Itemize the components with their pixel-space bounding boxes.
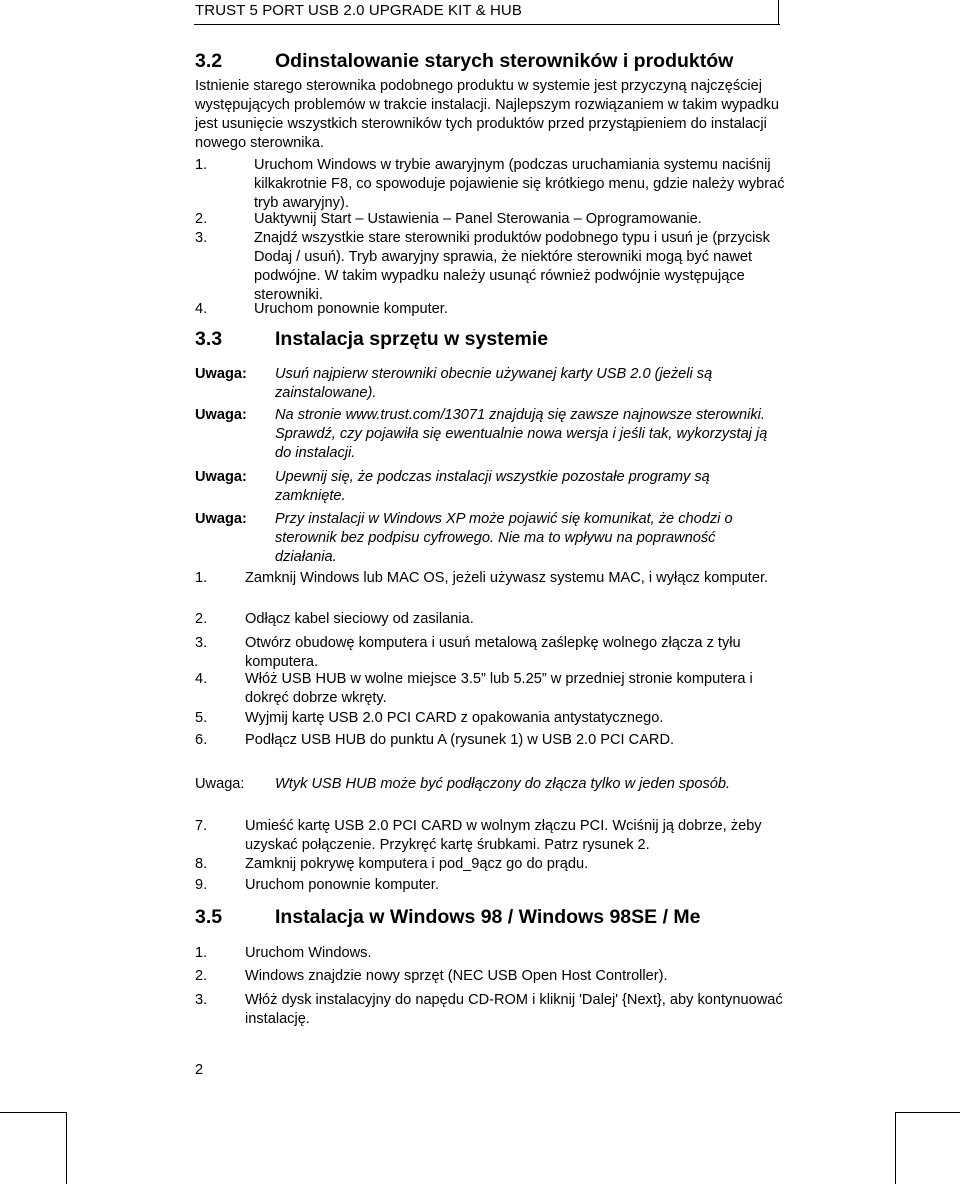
running-header: TRUST 5 PORT USB 2.0 UPGRADE KIT & HUB xyxy=(195,2,522,19)
list-number: 7. xyxy=(195,818,208,834)
list-text: Włóż USB HUB w wolne miejsce 3.5” lub 5.25” w przedniej stronie komputera i dokręć dobrze wkręty. xyxy=(245,671,753,706)
list-number: 5. xyxy=(195,710,208,726)
note-label: Uwaga: xyxy=(195,407,247,423)
list-text: Uaktywnij Start – Ustawienia – Panel Sterowania – Oprogramowanie. xyxy=(254,211,702,227)
note-label: Uwaga: xyxy=(195,511,247,527)
list-text: Windows znajdzie nowy sprzęt (NEC USB Open Host Controller). xyxy=(245,968,668,984)
list-number: 6. xyxy=(195,732,208,748)
section-title: Instalacja w Windows 98 / Windows 98SE / Me xyxy=(275,906,701,928)
note-text: Na stronie www.trust.com/13071 znajdują się zawsze najnowsze sterowniki. Sprawdź, czy pojawiła się ewentualnie nowa wersja i jeśli tak, wykorzystaj ją do instalacji. xyxy=(275,407,768,461)
list-text: Odłącz kabel sieciowy od zasilania. xyxy=(245,611,474,627)
intro-paragraph: Istnienie starego sterownika podobnego produktu w systemie jest przyczyną najczęściej występujących problemów w trakcie instalacji. Najlepszym rozwiązaniem w takim wypadku jest usunięcie wszystkich sterowników tych produktów przed przystąpieniem do instalacji nowego sterownika. xyxy=(195,78,779,151)
list-number: 4. xyxy=(195,301,208,317)
list-number: 3. xyxy=(195,992,208,1008)
note-label: Uwaga: xyxy=(195,776,245,792)
note-text: Przy instalacji w Windows XP może pojawić się komunikat, że chodzi o sterownik bez podpisu cyfrowego. Nie ma to wpływu na poprawność działania. xyxy=(275,511,733,565)
note-label: Uwaga: xyxy=(195,366,247,382)
list-number: 1. xyxy=(195,570,208,586)
list-text: Uruchom ponownie komputer. xyxy=(254,301,448,317)
note-text: Wtyk USB HUB może być podłączony do złącza tylko w jeden sposób. xyxy=(275,776,731,792)
list-text: Umieść kartę USB 2.0 PCI CARD w wolnym złączu PCI. Wciśnij ją dobrze, żeby uzyskać połączenie. Przykręć kartę śrubkami. Patrz rysunek 2. xyxy=(245,818,762,853)
list-text: Zamknij pokrywę komputera i pod_9ącz go do prądu. xyxy=(245,856,589,872)
crop-mark-right-h xyxy=(895,1112,960,1113)
list-text: Uruchom Windows w trybie awaryjnym (podczas uruchamiania systemu naciśnij kilkakrotnie F8, co spowoduje pojawienie się krótkiego menu, gdzie należy wybrać tryb awaryjny). xyxy=(254,157,785,211)
list-text: Znajdź wszystkie stare sterowniki produktów podobnego typu i usuń je (przycisk Dodaj / usuń). Tryb awaryjny sprawia, że niektóre sterowniki mogą być nawet podwójne. W takim wypadku należy usunąć również podwójnie występujące sterowniki. xyxy=(254,230,770,303)
list-text: Otwórz obudowę komputera i usuń metalową zaślepkę wolnego złącza z tyłu komputera. xyxy=(245,635,741,670)
note-text: Usuń najpierw sterowniki obecnie używanej karty USB 2.0 (jeżeli są zainstalowane). xyxy=(275,366,713,401)
list-number: 4. xyxy=(195,671,208,687)
list-number: 8. xyxy=(195,856,208,872)
list-text: Podłącz USB HUB do punktu A (rysunek 1) w USB 2.0 PCI CARD. xyxy=(245,732,675,748)
list-number: 9. xyxy=(195,877,208,893)
note-label: Uwaga: xyxy=(195,469,247,485)
list-number: 3. xyxy=(195,635,208,651)
crop-mark-left-h xyxy=(0,1112,66,1113)
list-text: Wyjmij kartę USB 2.0 PCI CARD z opakowania antystatycznego. xyxy=(245,710,664,726)
list-text: Uruchom ponownie komputer. xyxy=(245,877,439,893)
page-number: 2 xyxy=(195,1062,204,1078)
header-rule-tick xyxy=(778,0,779,25)
header-rule xyxy=(194,24,780,25)
list-text: Włóż dysk instalacyjny do napędu CD-ROM i kliknij 'Dalej' {Next}, aby kontynuować instalację. xyxy=(245,992,783,1027)
list-number: 3. xyxy=(195,230,208,246)
list-number: 1. xyxy=(195,945,208,961)
section-number: 3.3 xyxy=(195,328,223,350)
list-number: 2. xyxy=(195,968,208,984)
list-number: 2. xyxy=(195,611,208,627)
note-text: Upewnij się, że podczas instalacji wszystkie pozostałe programy są zamknięte. xyxy=(275,469,710,504)
crop-mark-left-v xyxy=(66,1112,67,1184)
list-number: 1. xyxy=(195,157,208,173)
section-number: 3.2 xyxy=(195,50,223,72)
list-text: Zamknij Windows lub MAC OS, jeżeli używasz systemu MAC, i wyłącz komputer. xyxy=(245,570,769,586)
list-text: Uruchom Windows. xyxy=(245,945,372,961)
list-number: 2. xyxy=(195,211,208,227)
crop-mark-right-v xyxy=(895,1112,896,1184)
section-number: 3.5 xyxy=(195,906,223,928)
section-title: Odinstalowanie starych sterowników i produktów xyxy=(275,50,734,72)
section-title: Instalacja sprzętu w systemie xyxy=(275,328,549,350)
